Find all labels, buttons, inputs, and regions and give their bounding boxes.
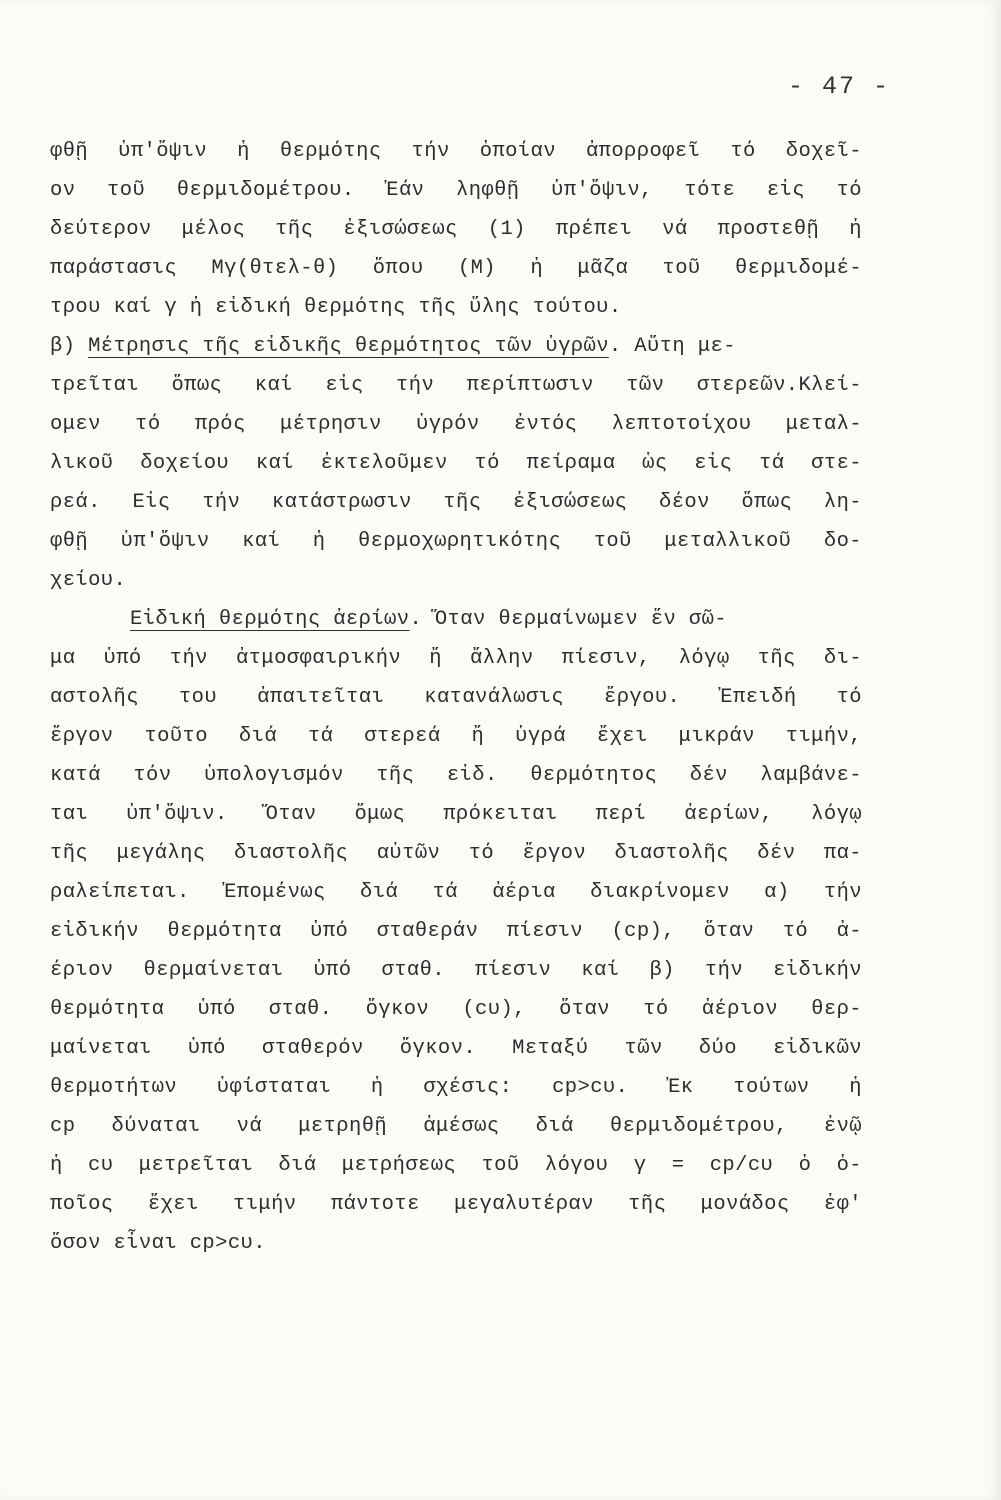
text-line: θερμοτήτων ὑφίσταται ἡ σχέσις: cp>cυ. Ἐκ τούτων ἡ [50, 1076, 862, 1099]
text-line: παράστασις Μγ(θτελ-θ) ὅπου (Μ) ἡ μᾶζα τοῦ θερμιδομέ- [50, 257, 862, 280]
text-line: κατά τόν ὑπολογισμόν τῆς εἰδ. θερμότητος δέν λαμβάνε- [50, 764, 862, 787]
text-line: τρου καί γ ἡ εἰδική θερμότης τῆς ὕλης τούτου. [50, 296, 622, 319]
heading-continuation: . Αὕτη με- [608, 335, 736, 358]
text-line: εἰδικήν θερμότητα ὑπό σταθεράν πίεσιν (cp), ὅταν τό ἀ- [50, 920, 862, 943]
text-line: ποῖος ἔχει τιμήν πάντοτε μεγαλυτέραν τῆς μονάδος ἐφ' [50, 1193, 862, 1216]
text-line: ομεν τό πρός μέτρησιν ὑγρόν ἐντός λεπτοτοίχου μεταλ- [50, 413, 862, 436]
page-number: - 47 - [788, 72, 891, 101]
text-line: ἔργον τοῦτο διά τά στερεά ἤ ὑγρά ἔχει μικράν τιμήν, [50, 725, 862, 748]
text-line: ται ὑπ'ὄψιν. Ὅταν ὅμως πρόκειται περί ἀερίων, λόγῳ [50, 803, 862, 826]
text-line: φθῇ ὑπ'ὄψιν καί ἡ θερμοχωρητικότης τοῦ μεταλλικοῦ δο- [50, 530, 862, 553]
text-line: δεύτερον μέλος τῆς ἐξισώσεως (1) πρέπει νά προστεθῇ ἡ [50, 218, 862, 241]
text-line: λικοῦ δοχείου καί ἐκτελοῦμεν τό πείραμα ὡς εἰς τά στε- [50, 452, 862, 475]
subsection-heading-line [50, 327, 862, 366]
body-text [50, 132, 862, 1263]
text-line: ον τοῦ θερμιδομέτρου. Ἐάν ληφθῇ ὑπ'ὄψιν, τότε εἰς τό [50, 179, 862, 202]
text-line: χείου. [50, 569, 127, 592]
text-line: τῆς μεγάλης διαστολῆς αὐτῶν τό ἔργον διαστολῆς δέν πα- [50, 842, 862, 865]
text-line: έριον θερμαίνεται ὑπό σταθ. πίεσιν καί β) τήν εἰδικήν [50, 959, 862, 982]
text-line: φθῇ ὑπ'ὄψιν ἡ θερμότης τήν ὁποίαν ἀπορροφεῖ τό δοχεῖ- [50, 140, 862, 163]
section-heading: Εἰδική θερμότης ἀερίων [130, 608, 410, 631]
text-line: ἡ cυ μετρεῖται διά μετρήσεως τοῦ λόγου γ = cp/cυ ὁ ὁ- [50, 1154, 862, 1177]
heading-continuation: . Ὅταν θερμαίνωμεν ἕν σῶ- [409, 608, 728, 631]
heading-prefix: β) [50, 335, 89, 358]
text-line: ραλείπεται. Ἐπομένως διά τά ἀέρια διακρίνομεν α) τήν [50, 881, 862, 904]
text-line: ὅσον εἶναι cp>cυ. [50, 1232, 266, 1255]
text-line: τρεῖται ὅπως καί εἰς τήν περίπτωσιν τῶν στερεῶν.Κλεί- [50, 374, 862, 397]
text-line: μαίνεται ὑπό σταθερόν ὄγκον. Μεταξύ τῶν δύο εἰδικῶν [50, 1037, 862, 1060]
text-line: ρεά. Εἰς τήν κατάστρωσιν τῆς ἐξισώσεως δέον ὅπως λη- [50, 491, 862, 514]
text-line: cp δύναται νά μετρηθῇ ἀμέσως διά θερμιδομέτρου, ἐνῷ [50, 1115, 862, 1138]
subsection-heading: Μέτρησις τῆς εἰδικῆς θερμότητος τῶν ὑγρῶν [88, 335, 609, 358]
text-line: αστολῆς του ἀπαιτεῖται κατανάλωσις ἔργου. Ἐπειδή τό [50, 686, 862, 709]
text-line: θερμότητα ὑπό σταθ. ὄγκον (cυ), ὅταν τό ἀέριον θερ- [50, 998, 862, 1021]
text-line: μα ὑπό τήν ἀτμοσφαιρικήν ἤ ἄλλην πίεσιν, λόγῳ τῆς δι- [50, 647, 862, 670]
section-heading-line [50, 600, 862, 639]
